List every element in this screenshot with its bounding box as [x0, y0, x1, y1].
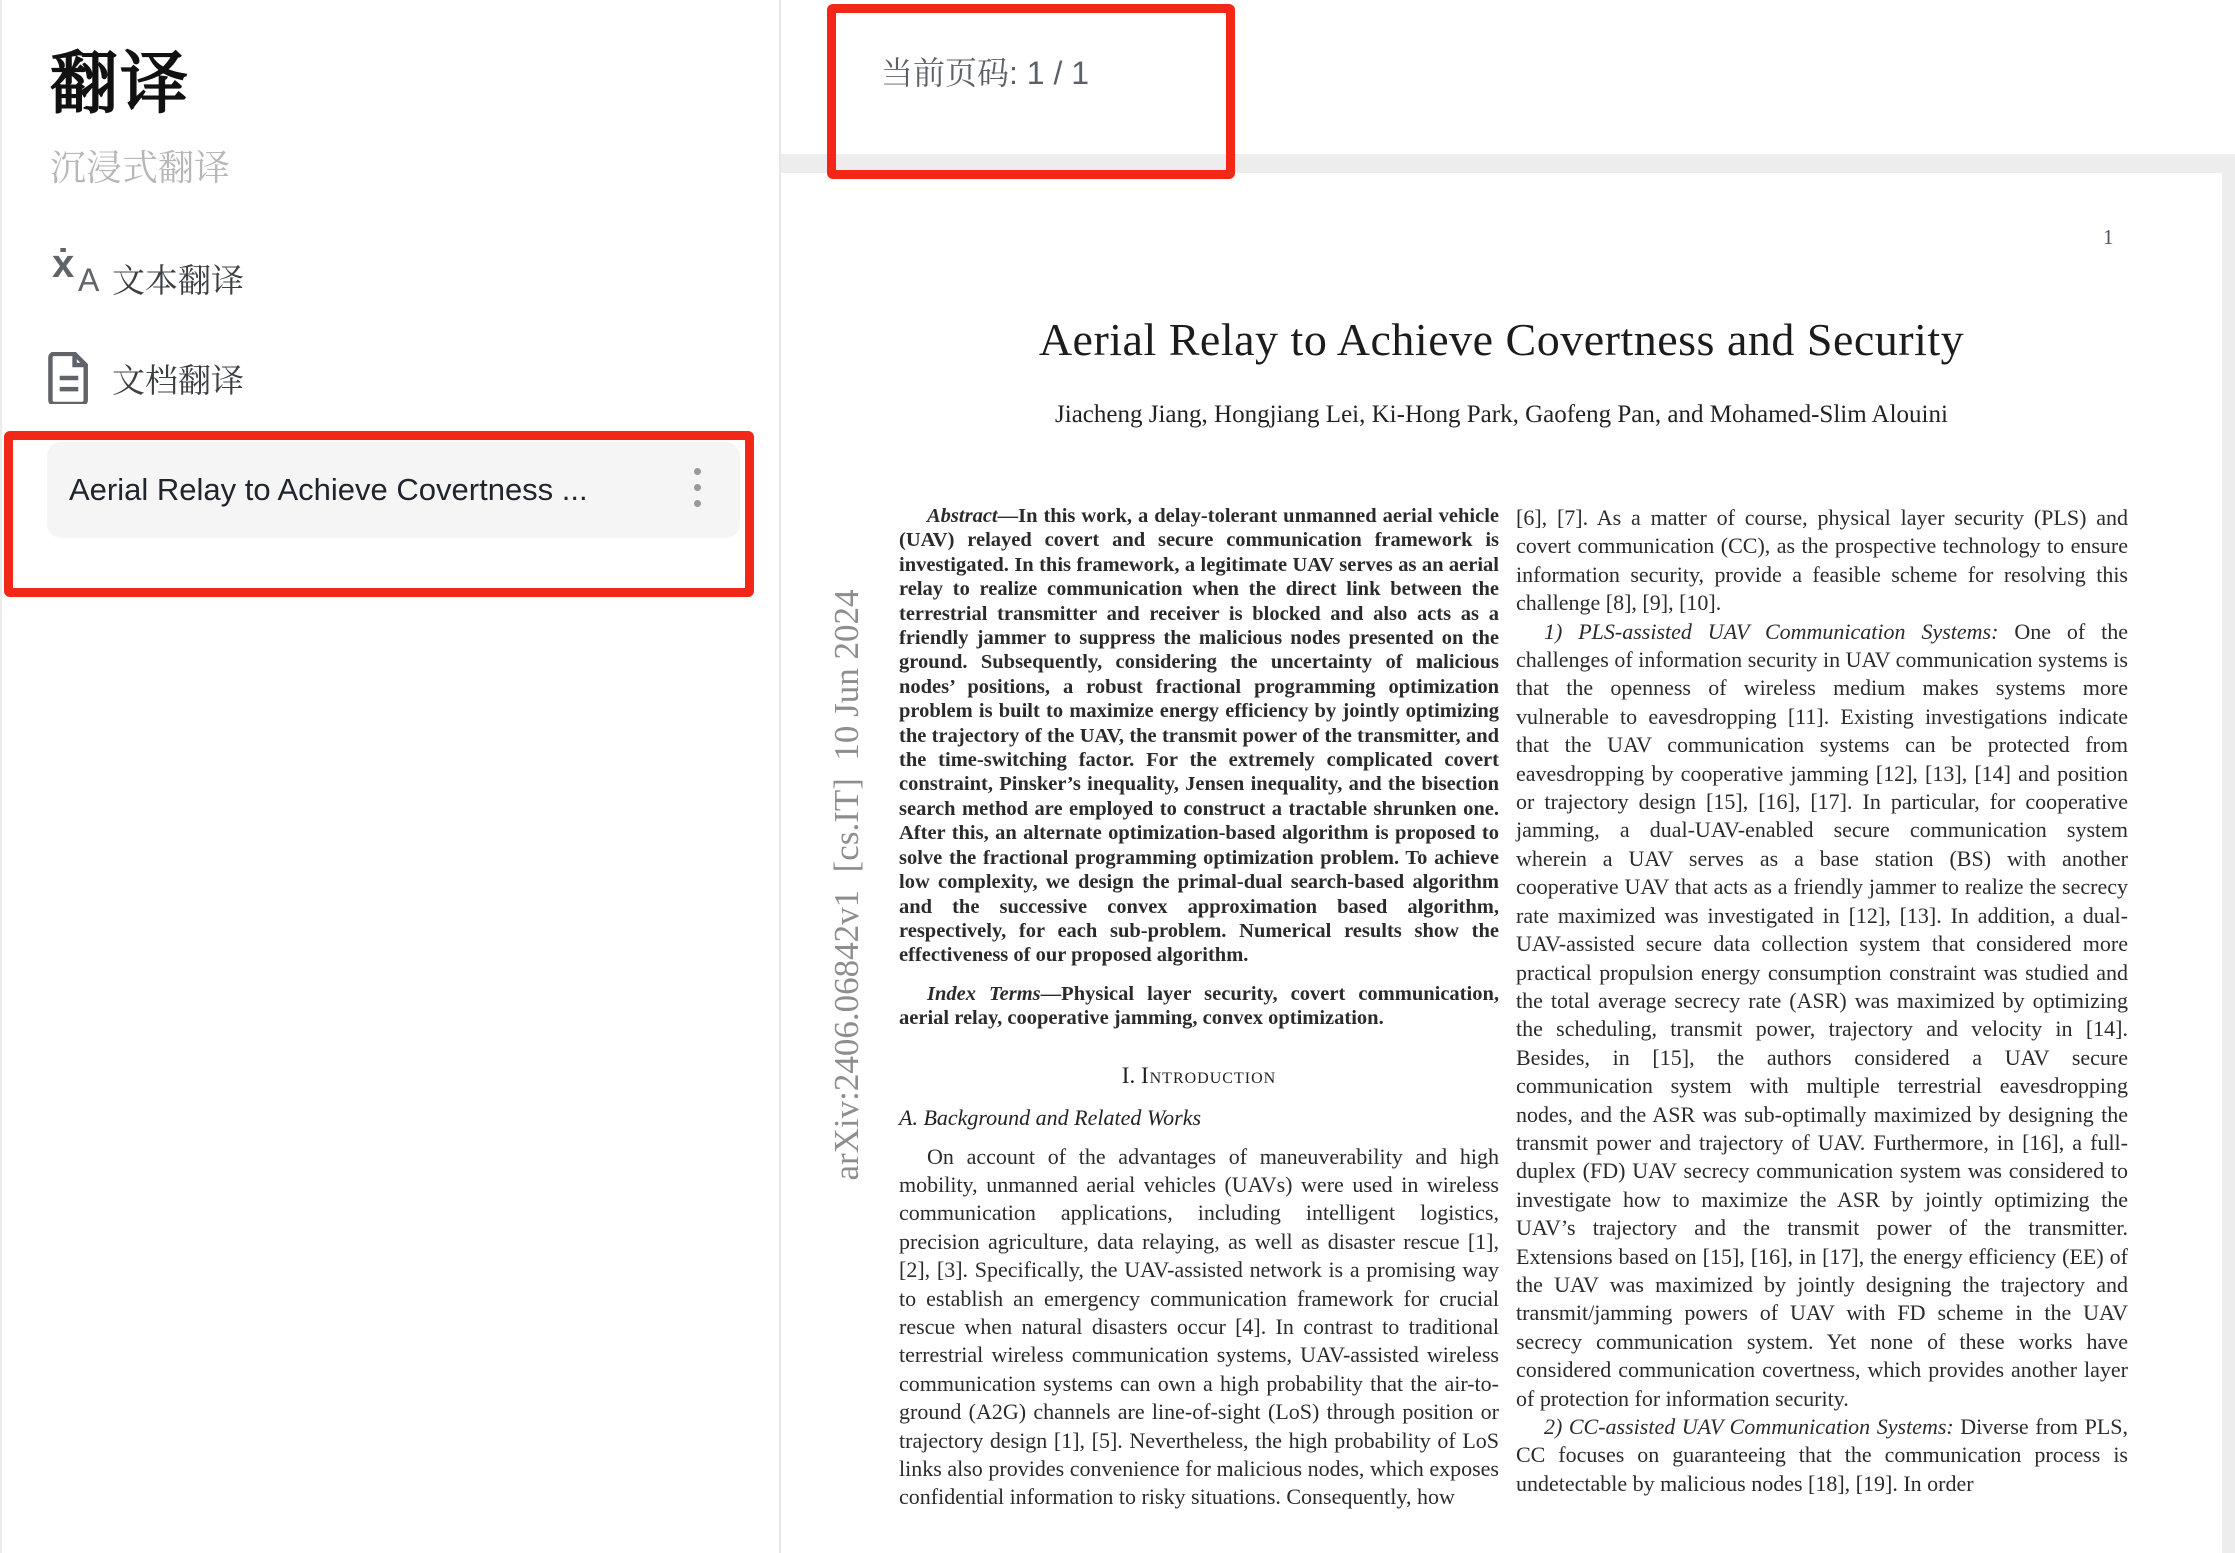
section-heading-introduction: I. Introduction	[1121, 1062, 1277, 1088]
sidebar-item-open-document[interactable]	[47, 442, 740, 538]
sidebar-item-text-translation[interactable]	[46, 242, 646, 310]
pdf-viewer	[781, 0, 2235, 1553]
kebab-menu-icon[interactable]	[682, 460, 712, 520]
paper-column-right	[1516, 504, 2128, 1498]
app-title: 翻译	[50, 46, 191, 122]
abstract-text: —In this work, a delay-tolerant unmanned aerial vehicle (UAV) relayed covert and secure communication framework is investigated. In this framework, a legitimate UAV serves as an aerial relay to realize communication when the direct link between the terrestrial transmitter and receiver is blocked and also acts as a friendly jammer to suppress the malicious nodes presented on the ground. Subsequently, considering the uncertainty of malicious nodes’ positions, a robust fractional programming optimization problem is built to maximize energy efficiency by jointly optimizing the trajectory of the UAV, the transmit power of the transmitter, and the time-switching factor. For the extremely complicated covert constraint, Pinsker’s inequality, Jensen inequality, and the bisection search method are employed to construct a tractable shrunken one. After this, an alternate optimization-based algorithm is proposed to solve the fractional programming optimization problem. To achieve low complexity, we design the primal-dual search-based algorithm and the successive convex approximation based algorithm, respectively, for each sub-problem. Numerical results show the effectiveness of our proposed algorithm.	[899, 505, 1499, 967]
paper-paragraph: 2) CC-assisted UAV Communication Systems: Diverse from PLS, CC focuses on guaranteeing that the communication process is undetectable by malicious nodes [18], [19]. In order	[1516, 1414, 2128, 1496]
paper-index-terms	[899, 982, 1499, 1031]
pdf-page	[781, 173, 2222, 1553]
app-subtitle: 沉浸式翻译	[50, 147, 231, 188]
viewer-toolbar	[781, 0, 2235, 154]
paper-abstract	[899, 504, 1499, 968]
paper-column-left	[899, 504, 1499, 1512]
sidebar-item-document-translation[interactable]	[46, 346, 646, 410]
pdf-page-number: 1	[2103, 225, 2114, 249]
sidebar-item-label: 文本翻译	[112, 261, 244, 299]
sidebar	[0, 0, 781, 1553]
subsection-heading-background: A. Background and Related Works	[899, 1104, 1202, 1130]
page-indicator: 当前页码: 1 / 1	[881, 55, 1090, 91]
translate-icon: ẋ A	[52, 242, 100, 298]
paper-paragraph: On account of the advantages of maneuverability and high mobility, unmanned aerial vehicles (UAVs) were used in wireless communication applications, including intelligent logistics, precision agriculture, data relaying, as well as disaster rescue [1], [2], [3]. Specifically, the UAV-assisted network is a promising way to establish an emergency communication framework for crucial rescue when natural disasters occur [4]. In contrast to traditional terrestrial wireless communication systems, UAV-assisted wireless communication systems can own a high probability that the air-to-ground (A2G) channels are line-of-sight (LoS) through position or trajectory design [1], [5]. Nevertheless, the high probability of LoS links also provides convenience for malicious nodes, which exposes confidential information to risky situations. Consequently, how	[899, 1143, 1499, 1510]
paper-paragraph: [6], [7]. As a matter of course, physical layer security (PLS) and covert communication (CC), as the prospective technology to ensure information security, provide a feasible scheme for resolving this challenge [8], [9], [10].	[1516, 505, 2128, 616]
abstract-label: Abstract	[927, 505, 998, 527]
index-terms-label: Index Terms	[927, 982, 1041, 1005]
index-terms-text: —Physical layer security, covert communication, aerial relay, cooperative jamming, convex optimization.	[899, 982, 1499, 1030]
list-item-lead: 1) PLS-assisted UAV Communication Systems:	[1544, 618, 1999, 644]
arxiv-watermark: arXiv:2406.06842v1 [cs.IT] 10 Jun 2024	[827, 589, 866, 1181]
viewer-canvas[interactable]	[781, 154, 2235, 1553]
paper-paragraph: 1) PLS-assisted UAV Communication Systems: One of the challenges of information security in UAV communication systems is that the openness of wireless medium makes systems more vulnerable to eavesdropping [11]. Existing investigations indicate that the UAV communication systems can be protected from eavesdropping by cooperative jamming [12], [13], [14] and position or trajectory design [15], [16], [17]. In particular, for cooperative jamming, a dual-UAV-enabled secure communication system wherein a UAV serves as a base station (BS) with another cooperative UAV that acts as a friendly jammer to realize the secrecy rate maximized was investigated in [12], [13]. In addition, a dual-UAV-assisted secure data collection system that considered more practical propulsion energy consumption constraint was studied and the total average secrecy rate (ASR) was maximized by optimizing the scheduling, transmit power, trajectory and velocity in [14]. Besides, in [15], the authors considered a UAV secure communication system with multiple terrestrial eavesdropping nodes, and the ASR was sub-optimally maximized by designing the transmit power and trajectory of UAV. Furthermore, in [16], a full-duplex (FD) UAV secrecy communication system was considered to investigate how to maximize the ASR by jointly optimizing the UAV’s trajectory and the transmit power of the transmitter. Extensions based on [15], [16], in [17], the energy efficiency (EE) of the UAV was maximized by jointly designing the trajectory and transmit/jamming powers of UAV with FD scheme in the UAV secrecy communication system. Yet none of these works have considered communication covertness, which provides another layer of protection for information security.	[1516, 618, 2128, 1411]
open-document-title: Aerial Relay to Achieve Covertness ...	[69, 472, 588, 507]
sidebar-item-label: 文档翻译	[112, 361, 244, 399]
document-icon	[46, 352, 110, 408]
paper-title: Aerial Relay to Achieve Covertness and Security	[1038, 314, 1965, 365]
paper-authors: Jiacheng Jiang, Hongjiang Lei, Ki-Hong Park, Gaofeng Pan, and Mohamed-Slim Alouini	[1055, 401, 1948, 428]
list-item-lead: 2) CC-assisted UAV Communication Systems:	[1544, 1414, 1954, 1439]
